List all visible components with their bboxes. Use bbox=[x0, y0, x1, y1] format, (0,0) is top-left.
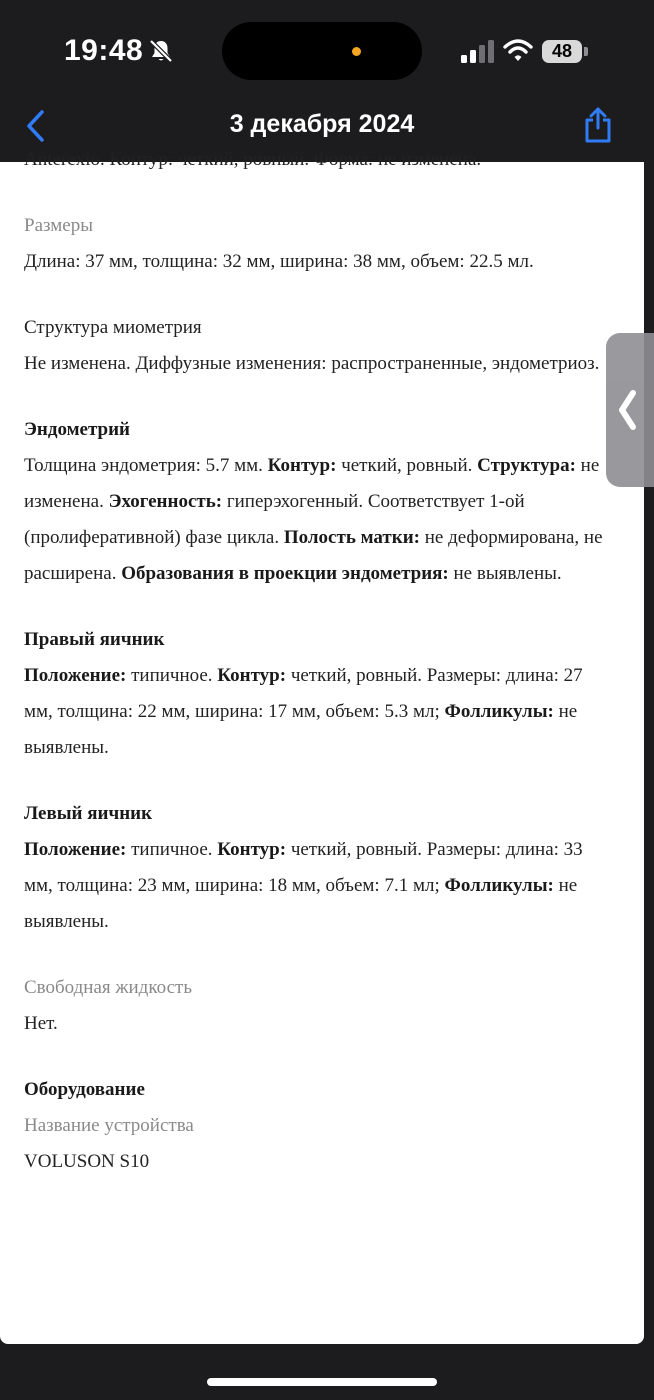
right-ovary-t3: не выявлены. bbox=[24, 701, 578, 758]
report-content bbox=[24, 142, 608, 1210]
privacy-dot-icon bbox=[352, 47, 361, 56]
status-bar bbox=[0, 0, 644, 100]
battery-level: 48 bbox=[542, 40, 582, 63]
equipment-section bbox=[24, 1072, 608, 1180]
sizes-section bbox=[24, 208, 608, 280]
page-title: 3 декабря 2024 bbox=[229, 110, 415, 138]
endometrium-t3: не изменена. bbox=[24, 455, 600, 512]
left-ovary-b2: Контур: bbox=[217, 839, 287, 860]
left-ovary-b3: Фолликулы: bbox=[444, 875, 554, 896]
right-ovary-b3: Фолликулы: bbox=[444, 701, 554, 722]
right-ovary-t2: четкий, ровный. Размеры: длина: 27 мм, толщина: 22 мм, ширина: 17 мм, объем: 5.3 мл; bbox=[24, 665, 583, 722]
endometrium-section bbox=[24, 412, 608, 592]
wifi-icon bbox=[503, 38, 533, 64]
left-ovary-section bbox=[24, 796, 608, 940]
clipped-top-line: Anterexio. Контур: четкий, ровный. Форма: не изменена. bbox=[24, 149, 482, 170]
side-panel-handle[interactable] bbox=[606, 333, 654, 487]
left-ovary-t3: не выявлены. bbox=[24, 875, 578, 932]
left-ovary-t2: четкий, ровный. Размеры: длина: 33 мм, толщина: 23 мм, ширина: 18 мм, объем: 7.1 мл; bbox=[24, 839, 583, 896]
endometrium-b4: Полость матки: bbox=[283, 527, 420, 548]
bell-off-icon bbox=[148, 38, 174, 64]
left-ovary-text bbox=[24, 832, 608, 940]
left-ovary-t1: типичное. bbox=[126, 839, 218, 860]
free-fluid-text: Нет. bbox=[24, 1013, 58, 1034]
right-ovary-text bbox=[24, 658, 608, 766]
signal-icon bbox=[461, 40, 495, 64]
endometrium-text bbox=[24, 448, 608, 592]
status-time: 19:48 bbox=[64, 34, 144, 67]
right-ovary-heading: Правый яичник bbox=[24, 629, 165, 650]
device-name-label: Название устройства bbox=[24, 1115, 194, 1136]
myometrium-section bbox=[24, 310, 608, 382]
myometrium-label: Структура миометрия bbox=[24, 317, 202, 338]
share-icon[interactable] bbox=[582, 106, 614, 144]
endometrium-b5: Образования в проекции эндометрия: bbox=[121, 563, 449, 584]
battery-icon bbox=[542, 40, 588, 64]
right-ovary-b2: Контур: bbox=[217, 665, 287, 686]
battery-tip bbox=[584, 47, 588, 56]
endometrium-b2: Структура: bbox=[477, 455, 576, 476]
endometrium-t1: Толщина эндометрия: 5.7 мм. bbox=[24, 455, 268, 476]
right-ovary-t1: типичное. bbox=[126, 665, 218, 686]
device-name-value: VOLUSON S10 bbox=[24, 1151, 150, 1172]
home-indicator[interactable] bbox=[207, 1378, 437, 1386]
sizes-text: Длина: 37 мм, толщина: 32 мм, ширина: 38 мм, объем: 22.5 мл. bbox=[24, 251, 534, 272]
dynamic-island bbox=[222, 22, 422, 80]
endometrium-t2: четкий, ровный. bbox=[336, 455, 478, 476]
right-ovary-section bbox=[24, 622, 608, 766]
endometrium-b3: Эхогенность: bbox=[108, 491, 223, 512]
endometrium-t6: не выявлены. bbox=[448, 563, 562, 584]
myometrium-text: Не изменена. Диффузные изменения: распространенные, эндометриоз. bbox=[24, 353, 600, 374]
chevron-left-icon bbox=[616, 389, 638, 431]
left-ovary-b1: Положение: bbox=[24, 839, 127, 860]
left-ovary-heading: Левый яичник bbox=[24, 803, 153, 824]
sizes-label: Размеры bbox=[24, 215, 93, 236]
right-ovary-b1: Положение: bbox=[24, 665, 127, 686]
equipment-heading: Оборудование bbox=[24, 1079, 145, 1100]
endometrium-heading: Эндометрий bbox=[24, 419, 130, 440]
endometrium-t5: не деформирована, не расширена. bbox=[24, 527, 603, 584]
endometrium-t4: гиперэхогенный. Соответствует 1-ой (пролиферативной) фазе цикла. bbox=[24, 491, 525, 548]
endometrium-b1: Контур: bbox=[267, 455, 337, 476]
free-fluid-label: Свободная жидкость bbox=[24, 977, 192, 998]
free-fluid-section bbox=[24, 970, 608, 1042]
report-card[interactable] bbox=[0, 149, 644, 1344]
